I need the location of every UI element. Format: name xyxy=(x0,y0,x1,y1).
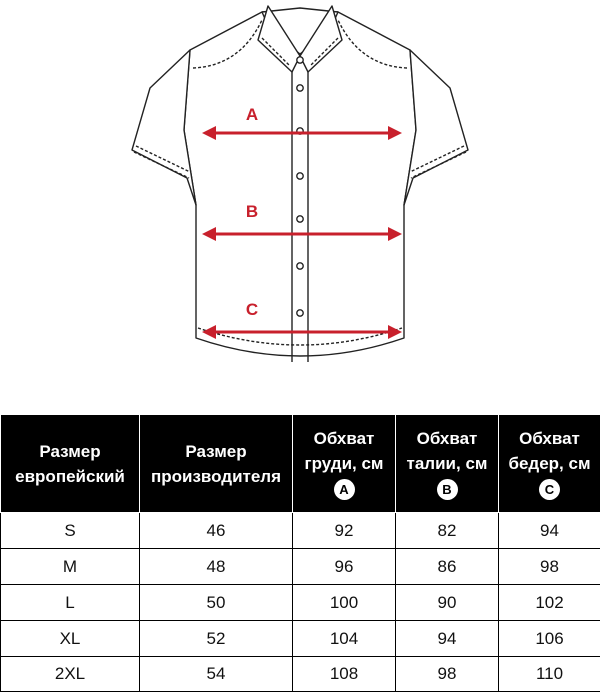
header-chest xyxy=(293,415,396,513)
button xyxy=(297,310,303,316)
header-line: европейский xyxy=(3,464,137,489)
cell-eu-size: 2XL xyxy=(1,657,140,692)
table-row xyxy=(1,585,600,621)
cell-maker-size: 52 xyxy=(140,621,293,657)
header-waist xyxy=(396,415,499,513)
header-row xyxy=(1,415,600,513)
button xyxy=(297,263,303,269)
cell-hips: 98 xyxy=(499,549,600,585)
cell-eu-size: M xyxy=(1,549,140,585)
label-b: B xyxy=(246,202,258,221)
table-row xyxy=(1,657,600,692)
marker-b-icon: B xyxy=(437,479,458,500)
table-row xyxy=(1,549,600,585)
cell-waist: 98 xyxy=(396,657,499,692)
cell-chest: 104 xyxy=(293,621,396,657)
header-line: груди, см xyxy=(295,451,393,476)
cell-waist: 86 xyxy=(396,549,499,585)
marker-c-icon: C xyxy=(539,479,560,500)
cell-eu-size: L xyxy=(1,585,140,621)
cell-maker-size: 46 xyxy=(140,513,293,549)
cell-hips: 102 xyxy=(499,585,600,621)
table-row xyxy=(1,621,600,657)
cell-hips: 106 xyxy=(499,621,600,657)
cell-chest: 100 xyxy=(293,585,396,621)
label-a: A xyxy=(246,105,258,124)
marker-a-icon: A xyxy=(334,479,355,500)
button xyxy=(297,57,303,63)
label-c: C xyxy=(246,300,258,319)
header-line: производителя xyxy=(142,464,290,489)
cell-chest: 92 xyxy=(293,513,396,549)
header-line: Обхват xyxy=(398,426,496,451)
header-line: талии, см xyxy=(398,451,496,476)
cell-maker-size: 54 xyxy=(140,657,293,692)
button xyxy=(297,85,303,91)
table-row xyxy=(1,513,600,549)
header-line: Размер xyxy=(142,439,290,464)
cell-waist: 82 xyxy=(396,513,499,549)
header-line: Размер xyxy=(3,439,137,464)
cell-hips: 110 xyxy=(499,657,600,692)
cell-chest: 108 xyxy=(293,657,396,692)
header-maker-size xyxy=(140,415,293,513)
cell-chest: 96 xyxy=(293,549,396,585)
size-table xyxy=(0,414,600,692)
cell-eu-size: S xyxy=(1,513,140,549)
cell-maker-size: 48 xyxy=(140,549,293,585)
button xyxy=(297,173,303,179)
header-hips xyxy=(499,415,600,513)
header-line: Обхват xyxy=(501,426,598,451)
cell-maker-size: 50 xyxy=(140,585,293,621)
header-line: бедер, см xyxy=(501,451,598,476)
cell-eu-size: XL xyxy=(1,621,140,657)
header-line: Обхват xyxy=(295,426,393,451)
cell-waist: 94 xyxy=(396,621,499,657)
cell-hips: 94 xyxy=(499,513,600,549)
header-eu-size xyxy=(1,415,140,513)
button xyxy=(297,216,303,222)
cell-waist: 90 xyxy=(396,585,499,621)
